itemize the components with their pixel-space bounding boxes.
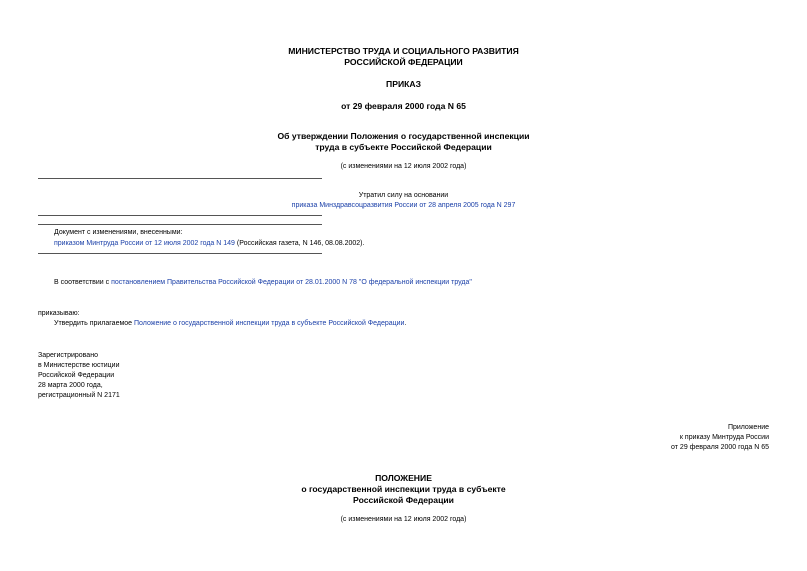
ministry-title-line1: МИНИСТЕРСТВО ТРУДА И СОЦИАЛЬНОГО РАЗВИТИЯ <box>288 46 519 56</box>
approve-paragraph <box>54 318 406 329</box>
order-subject-line2: труда в субъекте Российской Федерации <box>315 142 492 152</box>
basis-paragraph <box>54 277 472 288</box>
divider <box>38 178 322 179</box>
appendix-line1: Приложение <box>727 424 769 431</box>
invalidation-text: Утратил силу на основании <box>358 192 449 199</box>
amendments-note: (с изменениями на 12 июля 2002 года) <box>340 163 467 170</box>
changes-intro: Документ с изменениями, внесенными: <box>54 229 183 236</box>
registration-line3: Российской Федерации <box>38 372 115 379</box>
changes-line <box>54 238 364 249</box>
changes-suffix: (Российская газета, N 146, 08.08.2002). <box>234 240 365 247</box>
approve-suffix: . <box>404 320 407 327</box>
divider <box>38 215 322 216</box>
registration-line5: регистрационный N 2171 <box>38 392 120 399</box>
order-date: от 29 февраля 2000 года N 65 <box>341 101 466 111</box>
basis-prefix: В соответствии с <box>54 279 112 286</box>
orders-word: приказываю: <box>38 310 80 317</box>
regulation-subtitle-line1: о государственной инспекции труда в субъекте <box>301 484 506 494</box>
appendix-line3: от 29 февраля 2000 года N 65 <box>671 444 769 451</box>
regulation-subtitle-line2: Российской Федерации <box>353 495 454 505</box>
registration-line1: Зарегистрировано <box>38 352 98 359</box>
approve-prefix: Утвердить прилагаемое <box>54 320 135 327</box>
appendix-line2: к приказу Минтруда России <box>679 434 769 441</box>
ministry-title-line2: РОССИЙСКОЙ ФЕДЕРАЦИИ <box>344 57 463 67</box>
order-subject-line1: Об утверждении Положения о государственной инспекции <box>277 131 530 141</box>
order-title: ПРИКАЗ <box>386 79 421 89</box>
regulation-amendments-note: (с изменениями на 12 июля 2002 года) <box>340 516 467 523</box>
divider <box>38 253 322 254</box>
registration-line2: в Министерстве юстиции <box>38 362 120 369</box>
regulation-title: ПОЛОЖЕНИЕ <box>375 473 432 483</box>
registration-line4: 28 марта 2000 года, <box>38 382 103 389</box>
regulation-link[interactable]: Положение о государственной инспекции труда в субъекте Российской Федерации <box>134 320 405 327</box>
divider <box>38 224 322 225</box>
changes-link[interactable]: приказом Минтруда России от 12 июля 2002 года N 149 <box>54 240 235 247</box>
basis-link[interactable]: постановлением Правительства Российской Федерации от 28.01.2000 N 78 "О федеральной инспекции труда" <box>111 279 472 286</box>
invalidation-link[interactable]: приказа Минздравсоцразвития России от 28 апреля 2005 года N 297 <box>291 202 516 209</box>
